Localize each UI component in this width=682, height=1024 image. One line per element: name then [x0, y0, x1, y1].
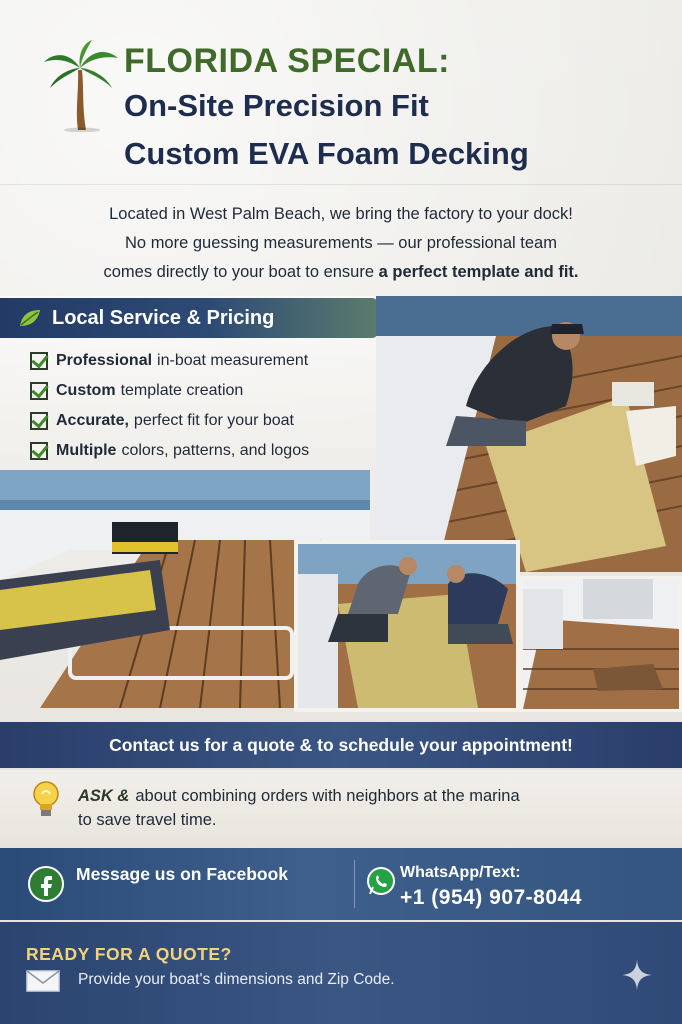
palm-tree-icon: [42, 38, 120, 132]
intro-paragraph: [20, 200, 662, 287]
item-text: perfect fit for your boat: [133, 412, 294, 429]
provide-text: Provide your boat's dimensions and Zip Code.: [78, 971, 395, 988]
tip-ask: ASK &: [78, 787, 130, 805]
lightbulb-icon: [30, 780, 62, 820]
item-bold: Custom: [56, 382, 116, 399]
item-text: in-boat measurement: [157, 352, 309, 369]
checkbox-icon: [30, 352, 48, 370]
header-divider: [0, 184, 682, 185]
headline-line3: Custom EVA Foam Decking: [124, 136, 529, 171]
ready-heading: READY FOR A QUOTE?: [26, 944, 232, 964]
intro-line3-text: comes directly to your boat to ensure: [103, 263, 379, 281]
checkbox-icon: [30, 412, 48, 430]
phone-number-link[interactable]: +1 (954) 907-8044: [400, 886, 582, 909]
whatsapp-label: WhatsApp/Text:: [400, 864, 521, 881]
item-bold: Professional: [56, 352, 153, 369]
list-item: [30, 406, 309, 436]
intro-line2: No more guessing measurements — our professional team: [125, 234, 557, 252]
services-checklist: [30, 346, 309, 466]
services-heading-label: Local Service & Pricing: [52, 306, 275, 329]
item-text: template creation: [120, 382, 244, 399]
tip-line2: to save travel time.: [78, 811, 217, 829]
photo-two-workers: [294, 540, 520, 712]
headline-line2: On-Site Precision Fit: [124, 88, 429, 123]
list-item: [30, 436, 309, 466]
intro-line3-bold: a perfect template and fit.: [378, 263, 579, 281]
intro-line1: Located in West Palm Beach, we bring the factory to your dock!: [109, 205, 573, 223]
facebook-icon[interactable]: [28, 866, 64, 902]
photo-finished-deck: [520, 576, 682, 712]
tip-text: [78, 784, 668, 832]
item-text: colors, patterns, and logos: [121, 442, 310, 459]
headline-florida-special: FLORIDA SPECIAL:: [124, 42, 450, 80]
whatsapp-icon[interactable]: [366, 866, 396, 896]
item-bold: Accurate,: [56, 412, 129, 429]
contact-cta-bar[interactable]: [0, 722, 682, 768]
checkbox-icon: [30, 382, 48, 400]
services-heading: [0, 298, 378, 338]
intro-line3: [20, 258, 662, 287]
list-item: [30, 376, 309, 406]
envelope-icon: [26, 970, 60, 992]
social-divider: [354, 860, 355, 908]
item-bold: Multiple: [56, 442, 117, 459]
checkbox-icon: [30, 442, 48, 460]
list-item: [30, 346, 309, 376]
contact-cta-text: Contact us for a quote & to schedule your appointment!: [109, 734, 573, 755]
tip-line1: about combining orders with neighbors at the marina: [135, 787, 520, 805]
facebook-message-link[interactable]: Message us on Facebook: [76, 864, 289, 884]
sparkle-icon: [620, 958, 654, 992]
photo-worker-measuring: [376, 296, 682, 572]
leaf-icon: [18, 308, 42, 328]
